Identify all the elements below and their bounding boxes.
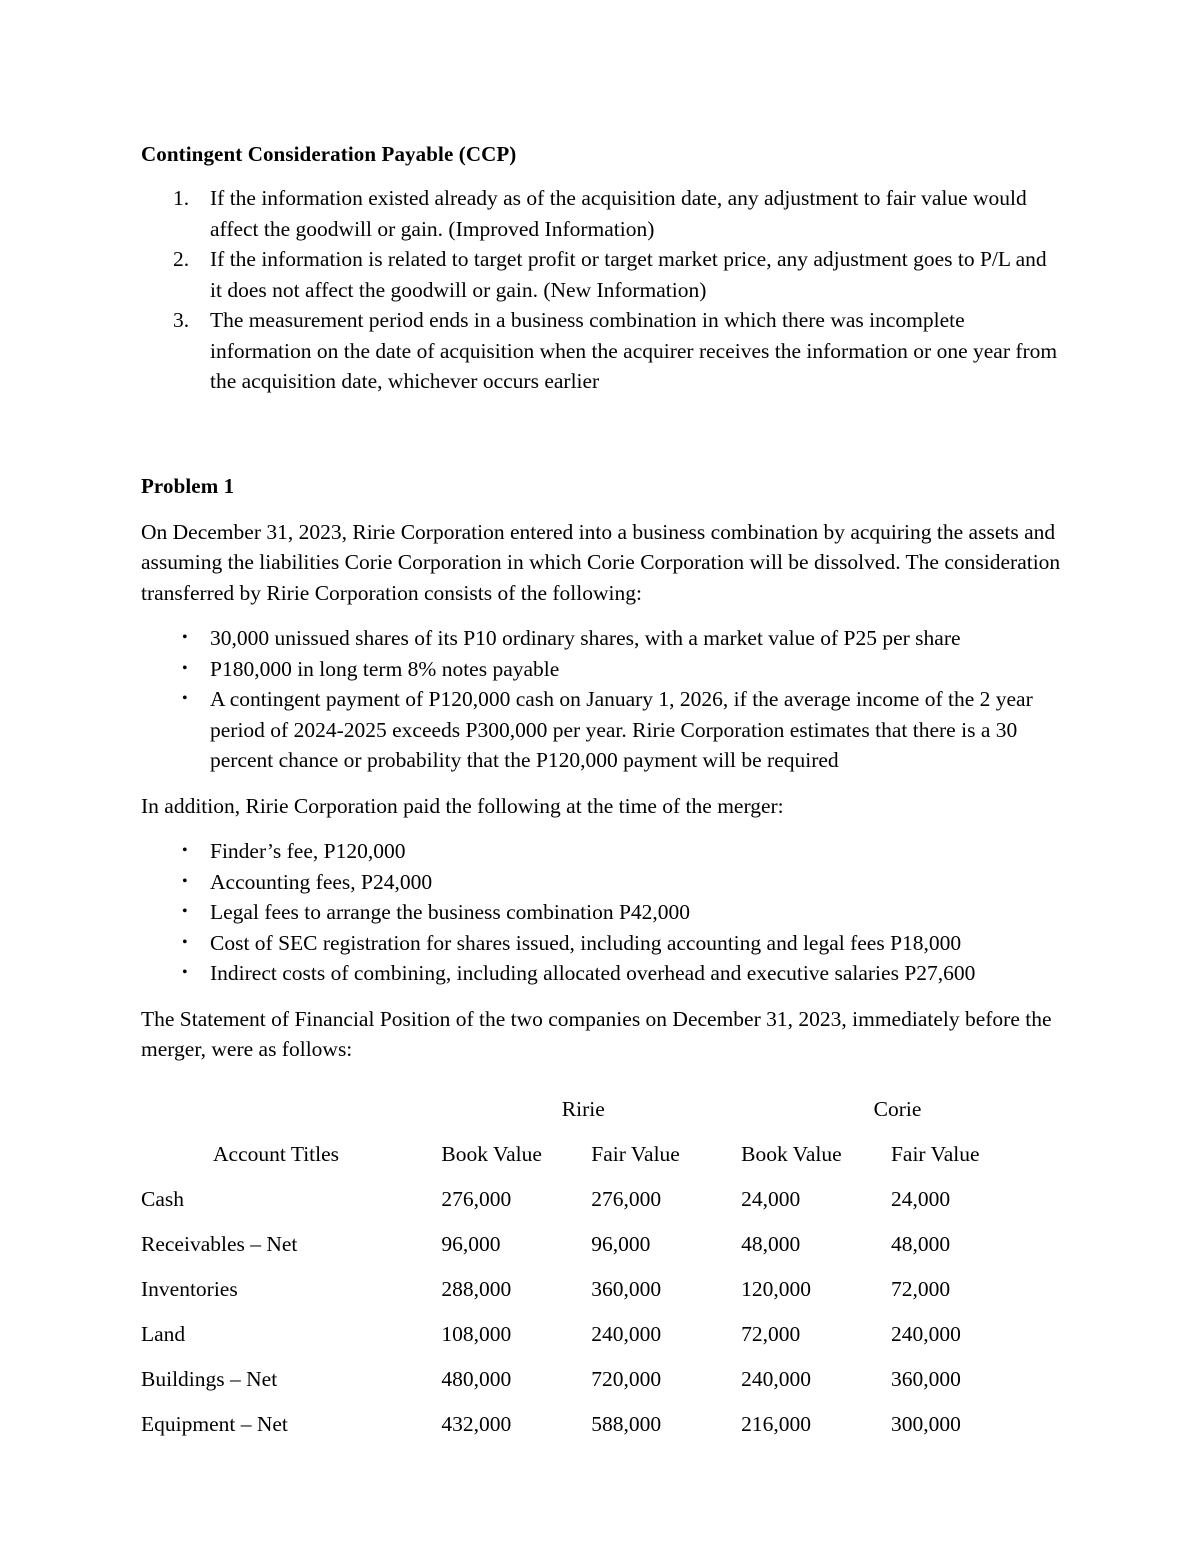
list-item — [141, 654, 1062, 685]
row-account-label: Receivables – Net — [141, 1231, 298, 1256]
group-header-blank — [141, 1087, 433, 1132]
table-row — [141, 1177, 1062, 1222]
list-item-text: P180,000 in long term 8% notes payable — [210, 656, 560, 681]
cell-corie-fair: 240,000 — [890, 1321, 961, 1346]
list-item-text: Finder’s fee, P120,000 — [210, 839, 406, 863]
cell-ririe-fair: 96,000 — [591, 1231, 651, 1256]
list-item — [141, 305, 1062, 397]
column-header-corie-fair-value: Fair Value — [890, 1141, 980, 1166]
list-item — [141, 244, 1062, 305]
cell-ririe-fair: 360,000 — [591, 1276, 662, 1301]
spacer — [141, 169, 1062, 183]
column-header-ririe-book-value: Book Value — [441, 1141, 542, 1166]
cell-ririe-book: 108,000 — [441, 1321, 512, 1346]
list-item-text: Cost of SEC registration for shares issued, including accounting and legal fees P18,000 — [210, 930, 962, 955]
list-item — [141, 684, 1062, 776]
list-item-text: Indirect costs of combining, including allocated overhead and executive salaries P27,600 — [210, 961, 976, 985]
spacer — [141, 776, 1062, 791]
row-account-label: Cash — [141, 1186, 184, 1211]
column-header-ririe-fair-value: Fair Value — [591, 1141, 680, 1166]
row-account-label: Equipment – Net — [141, 1411, 288, 1436]
cell-corie-fair: 48,000 — [890, 1231, 951, 1256]
group-header-ririe: Ririe — [561, 1096, 605, 1121]
bullet-icon: • — [182, 964, 188, 981]
cell-ririe-fair: 240,000 — [591, 1321, 662, 1346]
table-header-row — [141, 1132, 1062, 1177]
list-item-text: Legal fees to arrange the business combination P42,000 — [210, 900, 691, 924]
cell-corie-book: 48,000 — [741, 1231, 801, 1256]
intro-paragraph: On December 31, 2023, Ririe Corporation entered into a business combination by acquiring the assets and assuming the liabilities Corie Corporation in which Corie Corporation will be dissolved. The consideration transferred by Ririe Corporation consists of the following: — [141, 519, 1061, 605]
bullet-icon: • — [182, 903, 188, 920]
cell-corie-book: 120,000 — [741, 1276, 811, 1301]
cell-ririe-book: 480,000 — [441, 1366, 512, 1391]
list-item-text: If the information existed already as of the acquisition date, any adjustment to fair value would affect the goodwill or gain. (Improved Information) — [210, 186, 1027, 241]
bullet-icon: • — [182, 690, 188, 707]
cell-corie-fair: 300,000 — [890, 1411, 961, 1436]
ccp-rules-list — [141, 183, 1062, 397]
cell-ririe-fair: 276,000 — [591, 1186, 662, 1211]
addition-paragraph: In addition, Ririe Corporation paid the following at the time of the merger: — [141, 793, 784, 818]
cell-ririe-fair: 588,000 — [591, 1411, 662, 1436]
table-row — [141, 1312, 1062, 1357]
spacer — [141, 501, 1062, 517]
cell-ririe-book: 432,000 — [441, 1411, 512, 1436]
cell-ririe-book: 288,000 — [441, 1276, 512, 1301]
list-item — [141, 623, 1062, 654]
consideration-list — [141, 623, 1062, 776]
row-account-label: Buildings – Net — [141, 1366, 278, 1391]
list-item — [141, 867, 1062, 898]
list-item — [141, 928, 1062, 959]
ccp-section-heading: Contingent Consideration Payable (CCP) — [141, 142, 517, 166]
merger-costs-list — [141, 836, 1062, 989]
list-item-text: A contingent payment of P120,000 cash on January 1, 2026, if the average income of the 2 year period of 2024-2025 exceeds P300,000 per year. Ririe Corporation estimates that there is a 30 percent chance or probability that the P120,000 payment will be required — [210, 687, 1033, 772]
list-item — [141, 958, 1062, 989]
spacer — [141, 397, 1062, 471]
table-group-header-row — [141, 1087, 1062, 1132]
cell-corie-book: 240,000 — [741, 1366, 811, 1391]
cell-ririe-book: 96,000 — [441, 1231, 501, 1256]
list-item-text: Accounting fees, P24,000 — [210, 869, 433, 894]
bullet-icon: • — [182, 842, 188, 859]
cell-corie-book: 24,000 — [741, 1186, 801, 1211]
bullet-icon: • — [182, 659, 188, 677]
list-item-text: The measurement period ends in a business combination in which there was incomplete information on the date of acquisition when the acquirer receives the information or one year from the acquisition date, whichever occurs earlier — [210, 308, 1058, 393]
bullet-icon: • — [182, 629, 188, 646]
list-marker: 1. — [173, 186, 190, 210]
list-item — [141, 836, 1062, 867]
bullet-icon: • — [182, 872, 188, 890]
group-header-corie: Corie — [873, 1096, 922, 1121]
bullet-icon: • — [182, 933, 188, 951]
table-row — [141, 1267, 1062, 1312]
table-row — [141, 1402, 1062, 1447]
cell-corie-fair: 72,000 — [890, 1276, 951, 1301]
list-item — [141, 183, 1062, 244]
list-marker: 2. — [173, 247, 190, 271]
row-account-label: Inventories — [141, 1276, 238, 1301]
spacer — [141, 1065, 1062, 1087]
cell-ririe-fair: 720,000 — [591, 1366, 662, 1391]
cell-corie-book: 216,000 — [741, 1411, 811, 1436]
document-content — [141, 139, 1062, 1447]
column-header-account-titles: Account Titles — [213, 1141, 340, 1166]
list-item-text: If the information is related to target profit or target market price, any adjustment goes to P/L and it does not affect the goodwill or gain. (New Information) — [210, 247, 1047, 302]
cell-corie-book: 72,000 — [741, 1321, 801, 1346]
cell-corie-fair: 360,000 — [890, 1366, 961, 1391]
table-row — [141, 1222, 1062, 1267]
table-row — [141, 1357, 1062, 1402]
problem-heading: Problem 1 — [141, 473, 235, 498]
financial-position-table — [141, 1087, 1062, 1447]
table-intro-paragraph: The Statement of Financial Position of the two companies on December 31, 2023, immediately before the merger, were as follows: — [141, 1006, 1052, 1061]
spacer — [141, 608, 1062, 623]
column-header-corie-book-value: Book Value — [741, 1141, 842, 1166]
cell-corie-fair: 24,000 — [890, 1186, 951, 1211]
cell-ririe-book: 276,000 — [441, 1186, 512, 1211]
list-item — [141, 897, 1062, 928]
spacer — [141, 821, 1062, 836]
spacer — [141, 989, 1062, 1004]
list-marker: 3. — [173, 308, 190, 332]
list-item-text: 30,000 unissued shares of its P10 ordinary shares, with a market value of P25 per share — [210, 626, 961, 650]
row-account-label: Land — [141, 1321, 186, 1346]
